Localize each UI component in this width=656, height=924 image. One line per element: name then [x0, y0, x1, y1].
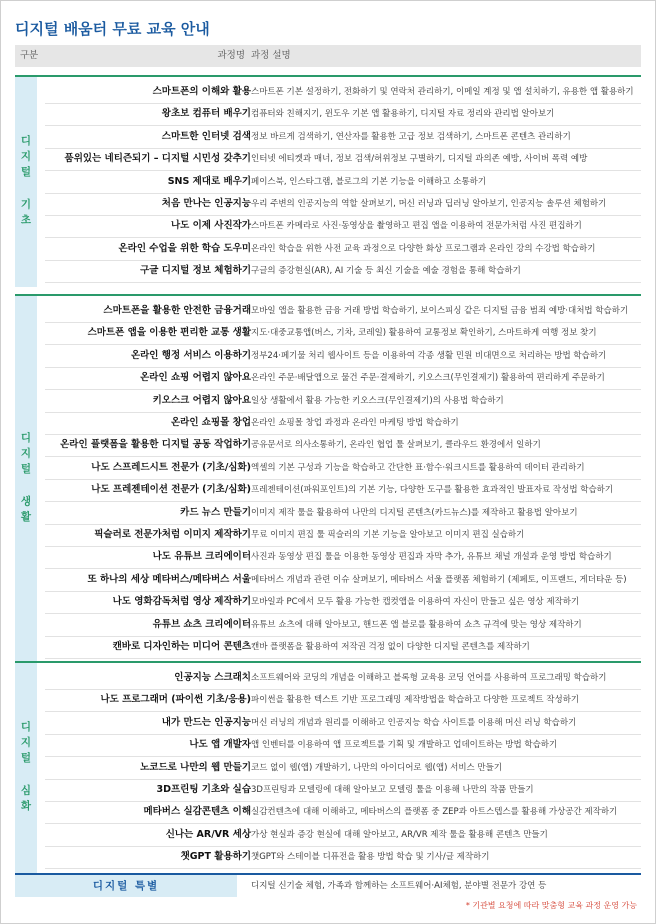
- table-row: [45, 636, 641, 659]
- table-row: [45, 689, 641, 712]
- course-desc: 스마트폰 카메라로 사진·동영상을 촬영하고 편집 앱을 이용하여 전문가처럼 사진 편집하기: [251, 221, 582, 232]
- table-row: [45, 734, 641, 757]
- course-name: 인공지능 스크래치: [174, 672, 251, 683]
- course-desc: 온라인 주문·배달앱으로 물건 주문·결제하기, 키오스크(무인결제기) 활용하여 편리하게 주문하기: [251, 373, 605, 384]
- table-row: [45, 300, 641, 323]
- course-name: SNS 제대로 배우기: [167, 175, 251, 187]
- course-desc: 실감컨텐츠에 대해 이해하고, 메타버스의 플랫폼 중 ZEP과 아트스텝스를 활용해 가상공간 제작하기: [251, 807, 618, 818]
- special-desc: 디지털 신기술 체험, 가족과 함께하는 소프트웨어·AI체험, 분야별 전문가 강연 등: [251, 881, 547, 891]
- course-name: 픽슬러로 전문가처럼 이미지 제작하기: [94, 529, 251, 540]
- course-name: 유튜브 쇼츠 크리에이터: [152, 618, 251, 630]
- table-row: [45, 193, 641, 216]
- course-name: 품위있는 네티즌되기 – 디지털 시민성 갖추기: [64, 153, 251, 165]
- course-desc: 코드 없이 웹(앱) 개발하기, 나만의 아이디어로 웹(앱) 서비스 만들기: [251, 762, 503, 773]
- table-row: [45, 322, 641, 345]
- course-name: 온라인 수업을 위한 학습 도우미: [118, 242, 251, 254]
- course-desc: 구글의 증강현실(AR), AI 기술 등 최신 기술을 예술 경험을 통해 학습하기: [251, 266, 521, 277]
- course-desc: 3D프린팅과 모델링에 대해 알아보고 모델링 툴을 이용해 나만의 작품 만들기: [251, 785, 534, 795]
- section-label: [15, 296, 37, 662]
- course-desc: 무료 이미지 편집 툴 픽슬러의 기본 기능을 알아보고 이미지 편집 실습하기: [251, 530, 525, 540]
- table-row: [45, 614, 641, 637]
- table-row: [45, 81, 641, 104]
- table-header: [15, 45, 641, 67]
- table-row: [45, 412, 641, 435]
- table-row: [45, 846, 641, 869]
- course-desc: 인터넷 에티켓과 매너, 정보 검색/허위정보 구별하기, 디지털 과의존 예방, 사이버 폭력 예방: [251, 154, 588, 165]
- course-desc: 온라인 쇼핑몰 창업 과정과 온라인 마케팅 방법 학습하기: [251, 418, 459, 428]
- section-label-text: 디지털 심화: [19, 720, 32, 816]
- table-row: [45, 103, 641, 126]
- course-desc: 캔바 플랫폼을 활용하여 저작권 걱정 없이 다양한 디지털 콘텐츠를 제작하기: [251, 642, 530, 652]
- page-title: 디지털 배움터 무료 교육 안내: [15, 20, 210, 38]
- course-name: 왕초보 컴퓨터 배우기: [161, 108, 251, 120]
- table-row: [45, 345, 641, 368]
- course-name: 온라인 행정 서비스 이용하기: [130, 349, 251, 361]
- course-name: 스마트한 인터넷 검색: [161, 130, 251, 142]
- table-row: [45, 569, 641, 592]
- course-name: 메타버스 실감콘텐츠 이해: [143, 806, 251, 818]
- course-name: 온라인 쇼핑 어렵지 않아요: [140, 372, 251, 384]
- footnote: * 기관별 요청에 따라 맞춤형 교육 과정 운영 가능: [465, 901, 637, 910]
- course-name: 스마트폰 앱을 이용한 편리한 교통 생활: [87, 327, 251, 339]
- course-desc: 컴퓨터와 친해지기, 윈도우 기본 앱 활용하기, 디지털 자료 정리와 관리법 알아보기: [251, 109, 555, 120]
- course-desc: 일상 생활에서 활용 가능한 키오스크(무인결제기)의 사용법 학습하기: [251, 395, 504, 406]
- course-desc: 사진과 동영상 편집 툴을 이용한 동영상 편집과 자막 추가, 유튜브 채널 개설과 운영 방법 학습하기: [251, 552, 612, 563]
- course-desc: 챗GPT와 스테이블 디퓨전을 활용 방법 학습 및 기사/글 제작하기: [251, 852, 490, 863]
- course-name: 챗GPT 활용하기: [180, 851, 251, 863]
- course-desc: 소프트웨어와 코딩의 개념을 이해하고 블록형 교육용 코딩 언어를 사용하여 프로그래밍 학습하기: [251, 673, 607, 683]
- course-desc: 머신 러닝의 개념과 원리를 이해하고 인공지능 학습 사이트를 이용해 머신 러닝 학습하기: [251, 717, 577, 728]
- course-name: 또 하나의 세상 메타버스/메타버스 서울: [87, 573, 251, 585]
- course-desc: 모바일 앱을 활용한 금융 거래 방법 학습하기, 보이스피싱 같은 디지털 금융 범죄 예방·대처법 학습하기: [251, 306, 629, 316]
- course-name: 나도 이제 사진작가: [170, 220, 251, 232]
- table-row: [45, 148, 641, 171]
- course-name: 온라인 플랫폼을 활용한 디지털 공동 작업하기: [60, 439, 251, 451]
- table-row: [45, 260, 641, 283]
- course-name: 나도 유튜브 크리에이터: [152, 551, 251, 563]
- table-row: [45, 215, 641, 238]
- course-desc: 온라인 학습을 위한 사전 교육 과정으로 다양한 화상 프로그램과 온라인 강의 수강법 학습하기: [251, 243, 596, 254]
- table-row: [45, 591, 641, 614]
- course-desc: 엑셀의 기본 구성과 기능을 학습하고 간단한 표·함수·워크시트를 활용하여 데이터 관리하기: [251, 462, 585, 473]
- course-desc: 유튜브 쇼츠에 대해 알아보고, 핸드폰 앱 블로를 활용하여 쇼츠 규격에 맞는 영상 제작하기: [251, 619, 582, 630]
- header-course-name: 과정명: [217, 50, 245, 61]
- course-desc: 프레젠테이션(파워포인트)의 기본 기능, 다양한 도구를 활용한 효과적인 발표자료 작성법 학습하기: [251, 485, 614, 496]
- section-label-text: 디지털 기초: [19, 134, 32, 230]
- table-row: [45, 801, 641, 824]
- table-row: [45, 479, 641, 502]
- course-name: 스마트폰의 이해와 활용: [152, 86, 251, 97]
- course-name: 스마트폰을 활용한 안전한 금융거래: [103, 305, 251, 316]
- table-row: [45, 390, 641, 413]
- course-name: 나도 스프레드시트 전문가 (기초/심화): [91, 461, 251, 473]
- special-label: 디지털 특별: [15, 875, 237, 897]
- course-name: 내가 만드는 인공지능: [161, 716, 251, 728]
- table-row: [45, 238, 641, 261]
- section-label: [15, 663, 37, 873]
- table-row: [45, 502, 641, 525]
- course-name: 카드 뉴스 만들기: [180, 506, 251, 518]
- table-row: [45, 367, 641, 390]
- table-row: [45, 171, 641, 194]
- course-desc: 이미지 제작 툴을 활용하여 나만의 디지털 콘텐츠(카드뉴스)를 제작하고 활용법 알아보기: [251, 507, 578, 518]
- section-label-text: 디지털 생활: [19, 431, 32, 527]
- table-row: [45, 457, 641, 480]
- header-course-desc: 과정 설명: [251, 50, 291, 61]
- table-row: [45, 126, 641, 149]
- table-row: [45, 524, 641, 547]
- course-desc: 앱 인벤터를 이용하여 앱 프로젝트를 기획 및 개발하고 업데이트하는 방법 학습하기: [251, 740, 558, 751]
- course-name: 나도 프레젠테이션 전문가 (기초/심화): [91, 484, 251, 496]
- table-row: [45, 546, 641, 569]
- course-desc: 공유문서로 의사소통하기, 온라인 협업 툴 살펴보기, 클라우드 환경에서 일하기: [251, 440, 541, 451]
- course-desc: 가상 현실과 증강 현실에 대해 알아보고, AR/VR 제작 툴을 활용해 콘텐츠 만들기: [251, 829, 548, 840]
- course-desc: 지도·대중교통앱(버스, 기차, 코레일) 활용하여 교통정보 확인하기, 스마트하게 여행 정보 찾기: [251, 328, 597, 339]
- course-desc: 페이스북, 인스타그램, 블로그의 기본 기능을 이해하고 소통하기: [251, 176, 487, 187]
- course-section: [15, 294, 641, 662]
- table-row: [45, 757, 641, 780]
- course-desc: 메타버스 개념과 관련 이슈 살펴보기, 메타버스 서울 플랫폼 체험하기 (제페토, 이프랜드, 게더타운 등): [251, 574, 627, 585]
- table-row: [45, 824, 641, 847]
- course-name: 3D프린팅 기초와 실습: [156, 784, 251, 795]
- course-desc: 정부24·페기물 처리 웹사이트 등을 이용하여 각종 생활 민원 비대면으로 처리하는 방법 학습하기: [251, 350, 607, 361]
- course-name: 나도 프로그래머 (파이썬 기초/응용): [100, 694, 251, 706]
- course-name: 처음 만나는 인공지능: [161, 198, 251, 209]
- course-desc: 스마트폰 기본 설정하기, 전화하기 및 연락처 관리하기, 이메일 계정 및 앱 설치하기, 유용한 앱 활용하기: [251, 87, 634, 97]
- course-section: [15, 75, 641, 287]
- table-row: [45, 434, 641, 457]
- course-name: 신나는 AR/VR 세상: [165, 828, 251, 840]
- course-desc: 파이썬을 활용한 텍스트 기반 프로그래밍 제작방법을 학습하고 다양한 프로젝트 작성하기: [251, 695, 580, 706]
- header-category: 구분: [19, 50, 39, 61]
- table-row: [45, 712, 641, 735]
- course-name: 키오스크 어렵지 않아요: [152, 394, 251, 406]
- table-row: [45, 779, 641, 802]
- course-name: 나도 영화감독처럼 영상 제작하기: [112, 596, 251, 608]
- course-name: 구글 디지털 정보 체험하기: [140, 265, 251, 277]
- course-section: [15, 661, 641, 873]
- course-desc: 모바일과 PC에서 모두 활용 가능한 캡컷앱을 이용하여 자신이 만들고 싶은 영상 제작하기: [251, 597, 580, 608]
- course-name: 노코드로 나만의 웹 만들기: [140, 761, 251, 773]
- section-label: [15, 77, 37, 287]
- course-name: 온라인 쇼핑몰 창업: [170, 417, 251, 428]
- course-desc: 우리 주변의 인공지능의 역할 살펴보기, 머신 러닝과 딥러닝 알아보기, 인공지능 솔루션 체험하기: [251, 199, 607, 209]
- table-row: [45, 667, 641, 690]
- course-desc: 정보 바르게 검색하기, 연산자를 활용한 고급 정보 검색하기, 스마트폰 콘텐츠 관리하기: [251, 131, 571, 142]
- special-section: [15, 873, 641, 899]
- course-name: 캔바로 디자인하는 미디어 콘텐츠: [112, 641, 251, 652]
- course-name: 나도 앱 개발자: [189, 739, 251, 751]
